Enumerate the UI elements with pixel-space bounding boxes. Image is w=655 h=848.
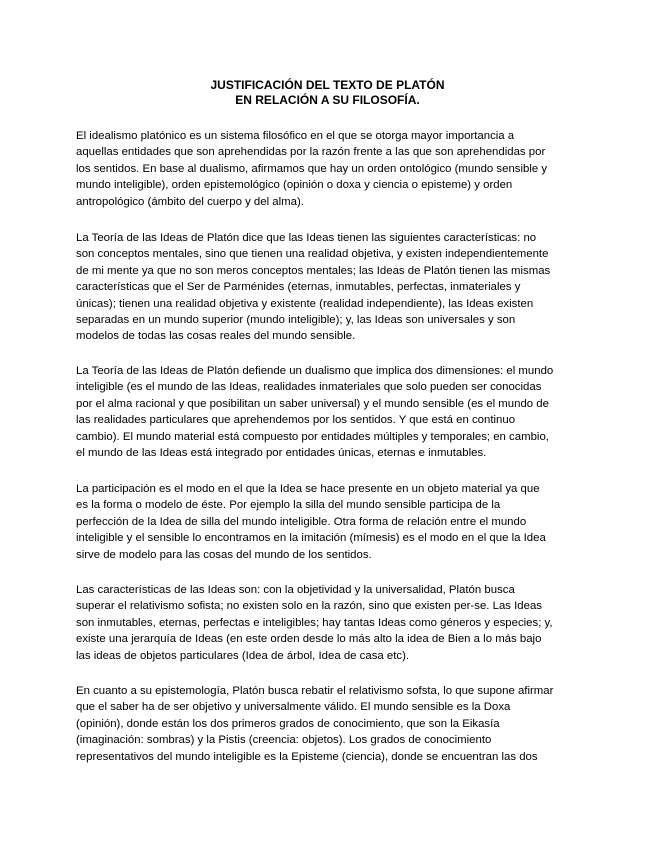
text-line: La Teoría de las Ideas de Platón dice que las Ideas tienen las siguientes características: no xyxy=(76,232,537,244)
text-line: por el alma racional y que posibilitan un saber universal) y el mundo sensible (es el mundo de xyxy=(76,397,549,410)
text-line: que el saber ha de ser objetivo y universalmente válido. El mundo sensible es la Doxa xyxy=(76,701,511,714)
text-line: características que el Ser de Parménides (eternas, inmutables, perfectas, inmateriales y xyxy=(76,281,521,294)
text-line: La Teoría de las Ideas de Platón defiende un dualismo que implica dos dimensiones: el mundo xyxy=(76,365,554,377)
text-line: inteligible y el sensible lo encontramos en la imitación (mímesis) es el modo en el que la Idea xyxy=(76,532,546,545)
text-line: modelos de todas las cosas reales del mundo sensible. xyxy=(76,330,356,343)
text-line: antropológico (ámbito del cuerpo y del alma). xyxy=(76,195,304,208)
text-line: son inmutables, eternas, perfectas e inteligibles; hay tantas Ideas como géneros y especies; y, xyxy=(76,616,553,629)
text-line: únicas); tienen una realidad objetiva y existente (realidad independiente), las Ideas existen xyxy=(76,297,534,310)
text-line: cambio). El mundo material está compuesto por entidades múltiples y temporales; en cambio, xyxy=(76,430,549,443)
text-line: las realidades particulares que aprehendemos por los sentidos. Y que está en continuo xyxy=(76,414,516,427)
paragraph-dualismo xyxy=(76,363,586,461)
document-title xyxy=(0,78,655,108)
text-line: En cuanto a su epistemología, Platón busca rebatir el relativismo sofsta, lo que supone afirmar xyxy=(76,685,554,697)
text-line: Las características de las Ideas son: con la objetividad y la universalidad, Platón busca xyxy=(76,584,515,596)
text-line: los sentidos. En base al dualismo, afirmamos que hay un orden ontológico (mundo sensible y xyxy=(76,162,548,175)
text-line: es la forma o modelo de éste. Por ejemplo la silla del mundo sensible participa de la xyxy=(76,499,501,512)
paragraph-idealismo xyxy=(76,128,586,210)
text-line: (opinión), donde están los dos primeros grados de conocimiento, que son la Eikasía xyxy=(76,717,500,730)
text-line: aquellas entidades que son aprehendidas por la razón frente a las que son aprehendidas por xyxy=(76,146,546,159)
paragraph-epistemologia xyxy=(76,683,586,765)
text-line: superar el relativismo sofista; no existen solo en la razón, sino que existen per-se. Las Ideas xyxy=(76,600,542,613)
title-line-1: JUSTIFICACIÓN DEL TEXTO DE PLATÓN xyxy=(210,78,445,92)
text-line: las ideas de objetos particulares (Idea de árbol, Idea de casa etc). xyxy=(76,649,410,662)
text-line: representativos del mundo inteligible es la Episteme (ciencia), donde se encuentran las dos xyxy=(76,750,538,763)
text-line: el mundo de las Ideas está integrado por entidades únicas, eternas e inmutables. xyxy=(76,447,487,460)
text-line: inteligible (es el mundo de las Ideas, realidades inmateriales que solo pueden ser conocidas xyxy=(76,381,542,394)
paragraph-participacion xyxy=(76,481,586,563)
text-line: perfección de la Idea de silla del mundo inteligible. Otra forma de relación entre el mundo xyxy=(76,515,527,528)
text-line: de mi mente ya que no son meros conceptos mentales; las Ideas de Platón tienen las mismas xyxy=(76,264,551,277)
text-line: (imaginación: sombras) y la Pistis (creencia: objetos). Los grados de conocimiento xyxy=(76,734,492,747)
text-line: mundo inteligible), orden epistemológico (opinión o doxa y ciencia o episteme) y orden xyxy=(76,179,513,192)
text-line: son conceptos mentales, sino que tienen una realidad objetiva, y existen independientemente xyxy=(76,248,549,261)
text-line: existe una jerarquía de Ideas (en este orden desde lo más alto la idea de Bien a lo más bajo xyxy=(76,633,542,646)
paragraph-caracteristicas-ideas xyxy=(76,230,586,345)
text-line: separadas en un mundo superior (mundo inteligible); y, las Ideas son universales y son xyxy=(76,314,516,327)
text-line: La participación es el modo en el que la Idea se hace presente en un objeto material ya que xyxy=(76,483,540,495)
text-line: El idealismo platónico es un sistema filosófico en el que se otorga mayor importancia a xyxy=(76,130,515,142)
text-line: sirve de modelo para las cosas del mundo de los sentidos. xyxy=(76,548,372,561)
title-line-2: EN RELACIÓN A SU FILOSOFÍA. xyxy=(235,93,420,107)
paragraph-caracteristicas xyxy=(76,582,586,664)
